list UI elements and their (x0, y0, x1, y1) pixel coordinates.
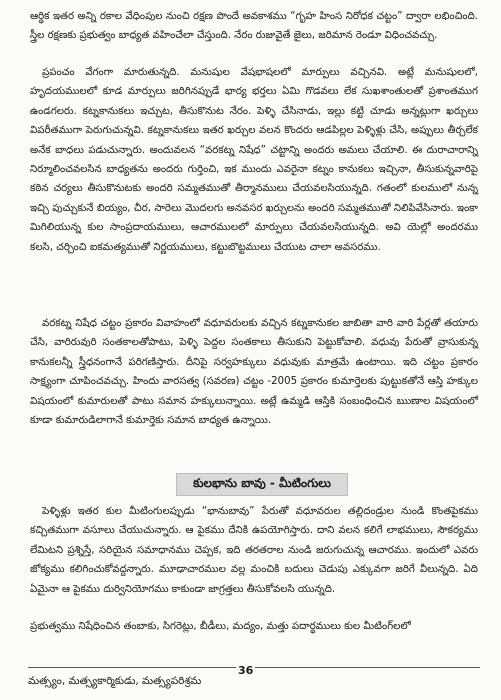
footer-title: మత్స్యం, మత్స్యకార్మికుడు, మత్స్యపరిశ్రమ (28, 675, 202, 687)
paragraph-2: ప్రపంచం వేగంగా మారుతున్నది. మనుషుల వేషభాషలలో మార్పులు వచ్చినవి. అట్లే మనుషులలో, హృదయములలో కూడ మార్పులు జరిగినప్పుడే భార్య భర్తలు ఏమి గొడవలు లేక సుఖశాంతులతో ప్రశాంతముగ ఉండగలరు. కట్నకానుకలు ఇచ్చుట, తీసుకొనుట నేరం. పెళ్ళి చేసినాడు, ఇల్లు కట్టి చూడు అన్నట్లుగా ఖర్చులు విపరీతముగా పెరుగుచున్నవి. కట్నకానుకలు ఇతర ఖర్చుల వలన కొందరు ఆడపిల్లల పెళ్ళిళ్లు చేసి, అప్పులు తీర్చలేక అనేక బాధలు పడుచున్నారు. అందువలన “వరకట్న నిషేధ” చట్టాన్ని అందరు అమలు చేయాలి. ఈ దురాచారాన్ని నిర్మూలించవలసిన బాధ్యతను అందరు గుర్తించి, ఇక ముందు ఎవరైనా కట్నం కానుకలు ఇచ్చినా, తీసుకున్నవారిపై కఠిన చర్యలు తీసుకొనుటకు అందరి సమ్మతముతో తీర్మానములు చేయవలసియున్నది. గతంలో కులములో నున్న ఇచ్చి పుచ్చుకునే బియ్యం, చీర, సారెలు మొదలగు అనవసర ఖర్చులను అందరి సమ్మతముతో నిలిపివేసినారు. ఇంకా మిగిలియున్న కుల సాంప్రదాయములు, ఆచారములలో మార్పులు చేయవలసియున్నది. అవి యెల్లో అందరము కలసి, చర్చించి ఐకమత్యముతో నిర్ణయములు, కట్టుబొట్టములు చేయుట చాలా అవసరము. (30, 67, 478, 253)
section-heading-text: కులభాను బావు - మీటింగులు (193, 476, 331, 490)
paragraph-4: పెళ్ళిళ్లు ఇతర కుల మీటింగులప్పుడు “భానుబావు” పేరుతో వధూవరుల తల్లిదండ్రుల నుండి కొంతపైకము కచ్చితముగా వసూలు చేయుచున్నారు. ఆ పైకము దేనికి ఉపయోగిస్తారు. దాని వలన కలిగే లాభములు, సౌకర్యము లేమిటని ప్రశ్నిస్తే, సరియైన సమాధానము చెప్పక, ఇది తరతరాల నుండి జరుగుచున్న ఆచారము. ఇందులో ఎవరు జోక్యము కలిగించుకోవద్దన్నారు. మూఢాచారముల వల్ల మంచికి బదులు చెడుపు ఎక్కువగా జరిగే వీలున్నది. ఏది ఏమైనా ఆ పైకము దుర్వినియోగము కాకుండా జాగ్రత్తలు తీసుకోవలసి యున్నది. (30, 506, 478, 595)
page-number: 36 (238, 664, 254, 677)
section-heading (176, 473, 348, 496)
paragraph-5: ప్రభుత్వము నిషేధించిన తంబాకు, సిగరెట్లు, బీడీలు, మద్యం, మత్తు పదార్థములు కుల మీటింగ్‌లలో (30, 621, 411, 632)
paragraph-1: ఆర్థిక ఇతర అన్ని రకాల వేధింపుల నుంచి రక్షణ పొందే అవకాశము “గృహ హింస నిరోధక చట్టం” ద్వారా లభించింది. స్త్రీల రక్షణకు ప్రభుత్వం బాధ్యత వహించేలా చేస్తుంది. నేరం రుజువైతే జైలు, జరిమాన రెండూ విధించవచ్చు. (30, 11, 478, 42)
paragraph-3: వరకట్న నిషేధ చట్టం ప్రకారం వివాహంలో వధూవరులకు వచ్చిన కట్నకానుకల జాబితా వారి వారి పేర్లతో తయారు చేసి, వారిరువురి సంతకాలతోపాటు, పెళ్ళి పెద్దల సంతకాలు తీసుకుని పెట్టుకోవాలి. వధువు పేరుతో వ్రాసుకున్న కానుకలన్నీ స్త్రీధనంగానే పరిగణిస్తారు. దీనిపై సర్వహక్కులు వధువుకు మాత్రమే ఉంటాయి. ఇది చట్టం ప్రకారం సాక్ష్యంగా చూపించవచ్చు. హిందు వారసత్వ (సవరణ) చట్టం -2005 ప్రకారం కుమార్తెలకు పుట్టుకతోనే ఆస్తి హక్కుల విషయంలో కుమారులతో పాటు సమాన హక్కులున్నాయి. అట్లే ఉమ్మడి ఆస్తికి సంబంధించిన ఋణాల విషయంలో కూడా కుమారుడిలాగానే కుమార్తెకు సమాన బాధ్యత ఉన్నాయి. (30, 318, 478, 427)
